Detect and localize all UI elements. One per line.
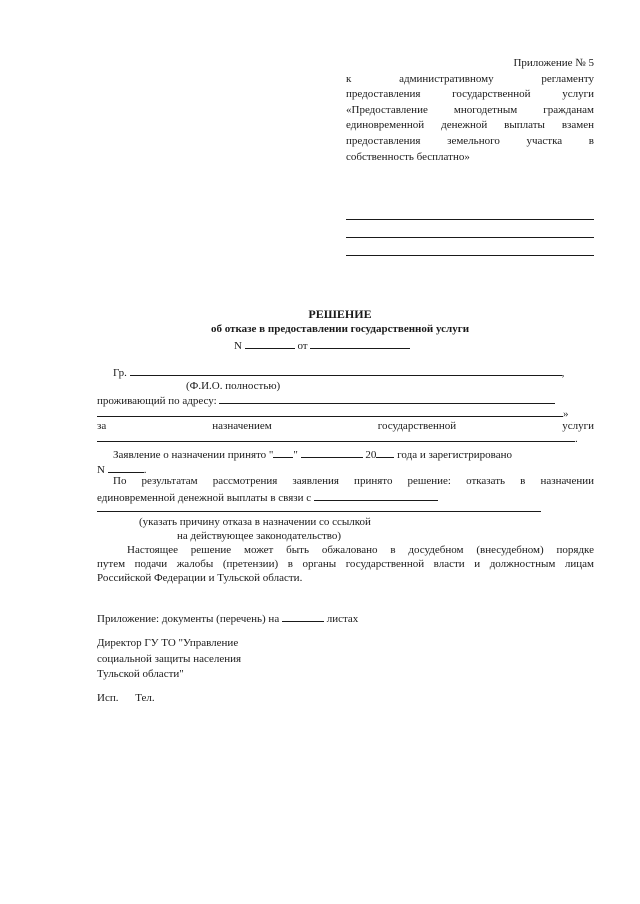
appeal-line-2: путем подачи жалобы (претензии) в органы государственной власти и должностным лицам	[97, 558, 594, 570]
signature-line-2: социальной защиты населения	[97, 652, 242, 665]
registration-period: .	[143, 464, 147, 476]
reason-note-1: (указать причину отказа в назначении со ссылкой	[139, 516, 371, 528]
application-month-field[interactable]	[301, 446, 363, 458]
registered-label: года и зарегистрировано	[397, 449, 512, 461]
purpose-field[interactable]	[97, 430, 575, 442]
appendix-line-1: к административному регламенту	[346, 72, 594, 85]
fio-note: (Ф.И.О. полностью)	[186, 380, 281, 392]
appeal-line-1: Настоящее решение может быть обжаловано в досудебном (внесудебном) порядке	[127, 544, 594, 556]
purpose-word-4: услуги	[562, 420, 594, 432]
application-label: Заявление о назначении принято "	[113, 449, 274, 461]
decision-date-field[interactable]	[310, 337, 410, 349]
purpose-line-2	[97, 430, 578, 448]
registration-n-label: N	[97, 464, 105, 476]
appendix-line-2: предоставления государственной услуги	[346, 88, 594, 101]
application-line	[113, 446, 593, 464]
appendix-line-6: собственность бесплатно»	[346, 150, 470, 163]
reason-line[interactable]	[97, 511, 541, 512]
reason-note-2: на действующее законодательство)	[177, 530, 342, 542]
citizen-line	[113, 364, 573, 382]
application-day-field[interactable]	[273, 446, 293, 458]
payment-label: единовременной денежной выплаты в связи с	[97, 492, 312, 504]
application-quote: "	[293, 449, 298, 461]
purpose-word-3: государственной	[377, 420, 457, 432]
decision-number-field[interactable]	[245, 337, 295, 349]
purpose-period: .	[575, 433, 578, 445]
phone-label: Тел.	[135, 692, 155, 704]
citizen-label: Гр.	[113, 367, 127, 379]
document-title: РЕШЕНИЕ	[308, 307, 372, 321]
addressee-line-3[interactable]	[346, 255, 594, 256]
decision-n-label: N	[234, 340, 242, 352]
addressee-line-2[interactable]	[346, 237, 594, 238]
address-field-2[interactable]	[97, 405, 563, 417]
citizen-comma: ,	[561, 367, 565, 379]
executor-line	[97, 691, 155, 707]
signature-line-3: Тульской области"	[97, 668, 184, 681]
citizen-name-field[interactable]	[130, 364, 562, 376]
appendix-line-4: единовременной денежной выплаты взамен	[346, 119, 594, 132]
addressee-line-1[interactable]	[346, 219, 594, 220]
signature-block	[97, 636, 241, 683]
decision-from-label: от	[297, 340, 308, 352]
attachment-end-label: листах	[326, 613, 359, 625]
address-label: проживающий по адресу:	[97, 395, 217, 407]
payment-line	[97, 489, 438, 507]
appendix-line-3: «Предоставление многодетным гражданам	[346, 103, 594, 116]
address-field[interactable]	[219, 392, 555, 404]
attachment-pages-field[interactable]	[282, 610, 324, 622]
purpose-word-1: за	[97, 420, 107, 432]
appendix-line-5: предоставления земельного участка в	[346, 135, 594, 148]
signature-line-1: Директор ГУ ТО "Управление	[97, 637, 239, 649]
attachment-line	[97, 610, 358, 628]
application-year-label: 20	[365, 449, 377, 461]
application-year-field[interactable]	[376, 446, 394, 458]
appendix-header	[346, 56, 594, 165]
registration-number-field[interactable]	[108, 461, 144, 473]
address-quote: »	[563, 408, 569, 420]
document-subtitle: об отказе в предоставлении государственной услуги	[210, 323, 470, 335]
appendix-number: Приложение № 5	[513, 57, 594, 69]
purpose-word-2: назначением	[212, 420, 272, 432]
decision-number-line	[234, 337, 410, 355]
payment-reason-field[interactable]	[314, 489, 438, 501]
attachment-label: Приложение: документы (перечень) на	[97, 613, 280, 625]
results-line: По результатам рассмотрения заявления принято решение: отказать в назначении	[113, 475, 594, 487]
appeal-line-3: Российской Федерации и Тульской области.	[97, 572, 303, 584]
executor-label: Исп.	[97, 692, 119, 704]
